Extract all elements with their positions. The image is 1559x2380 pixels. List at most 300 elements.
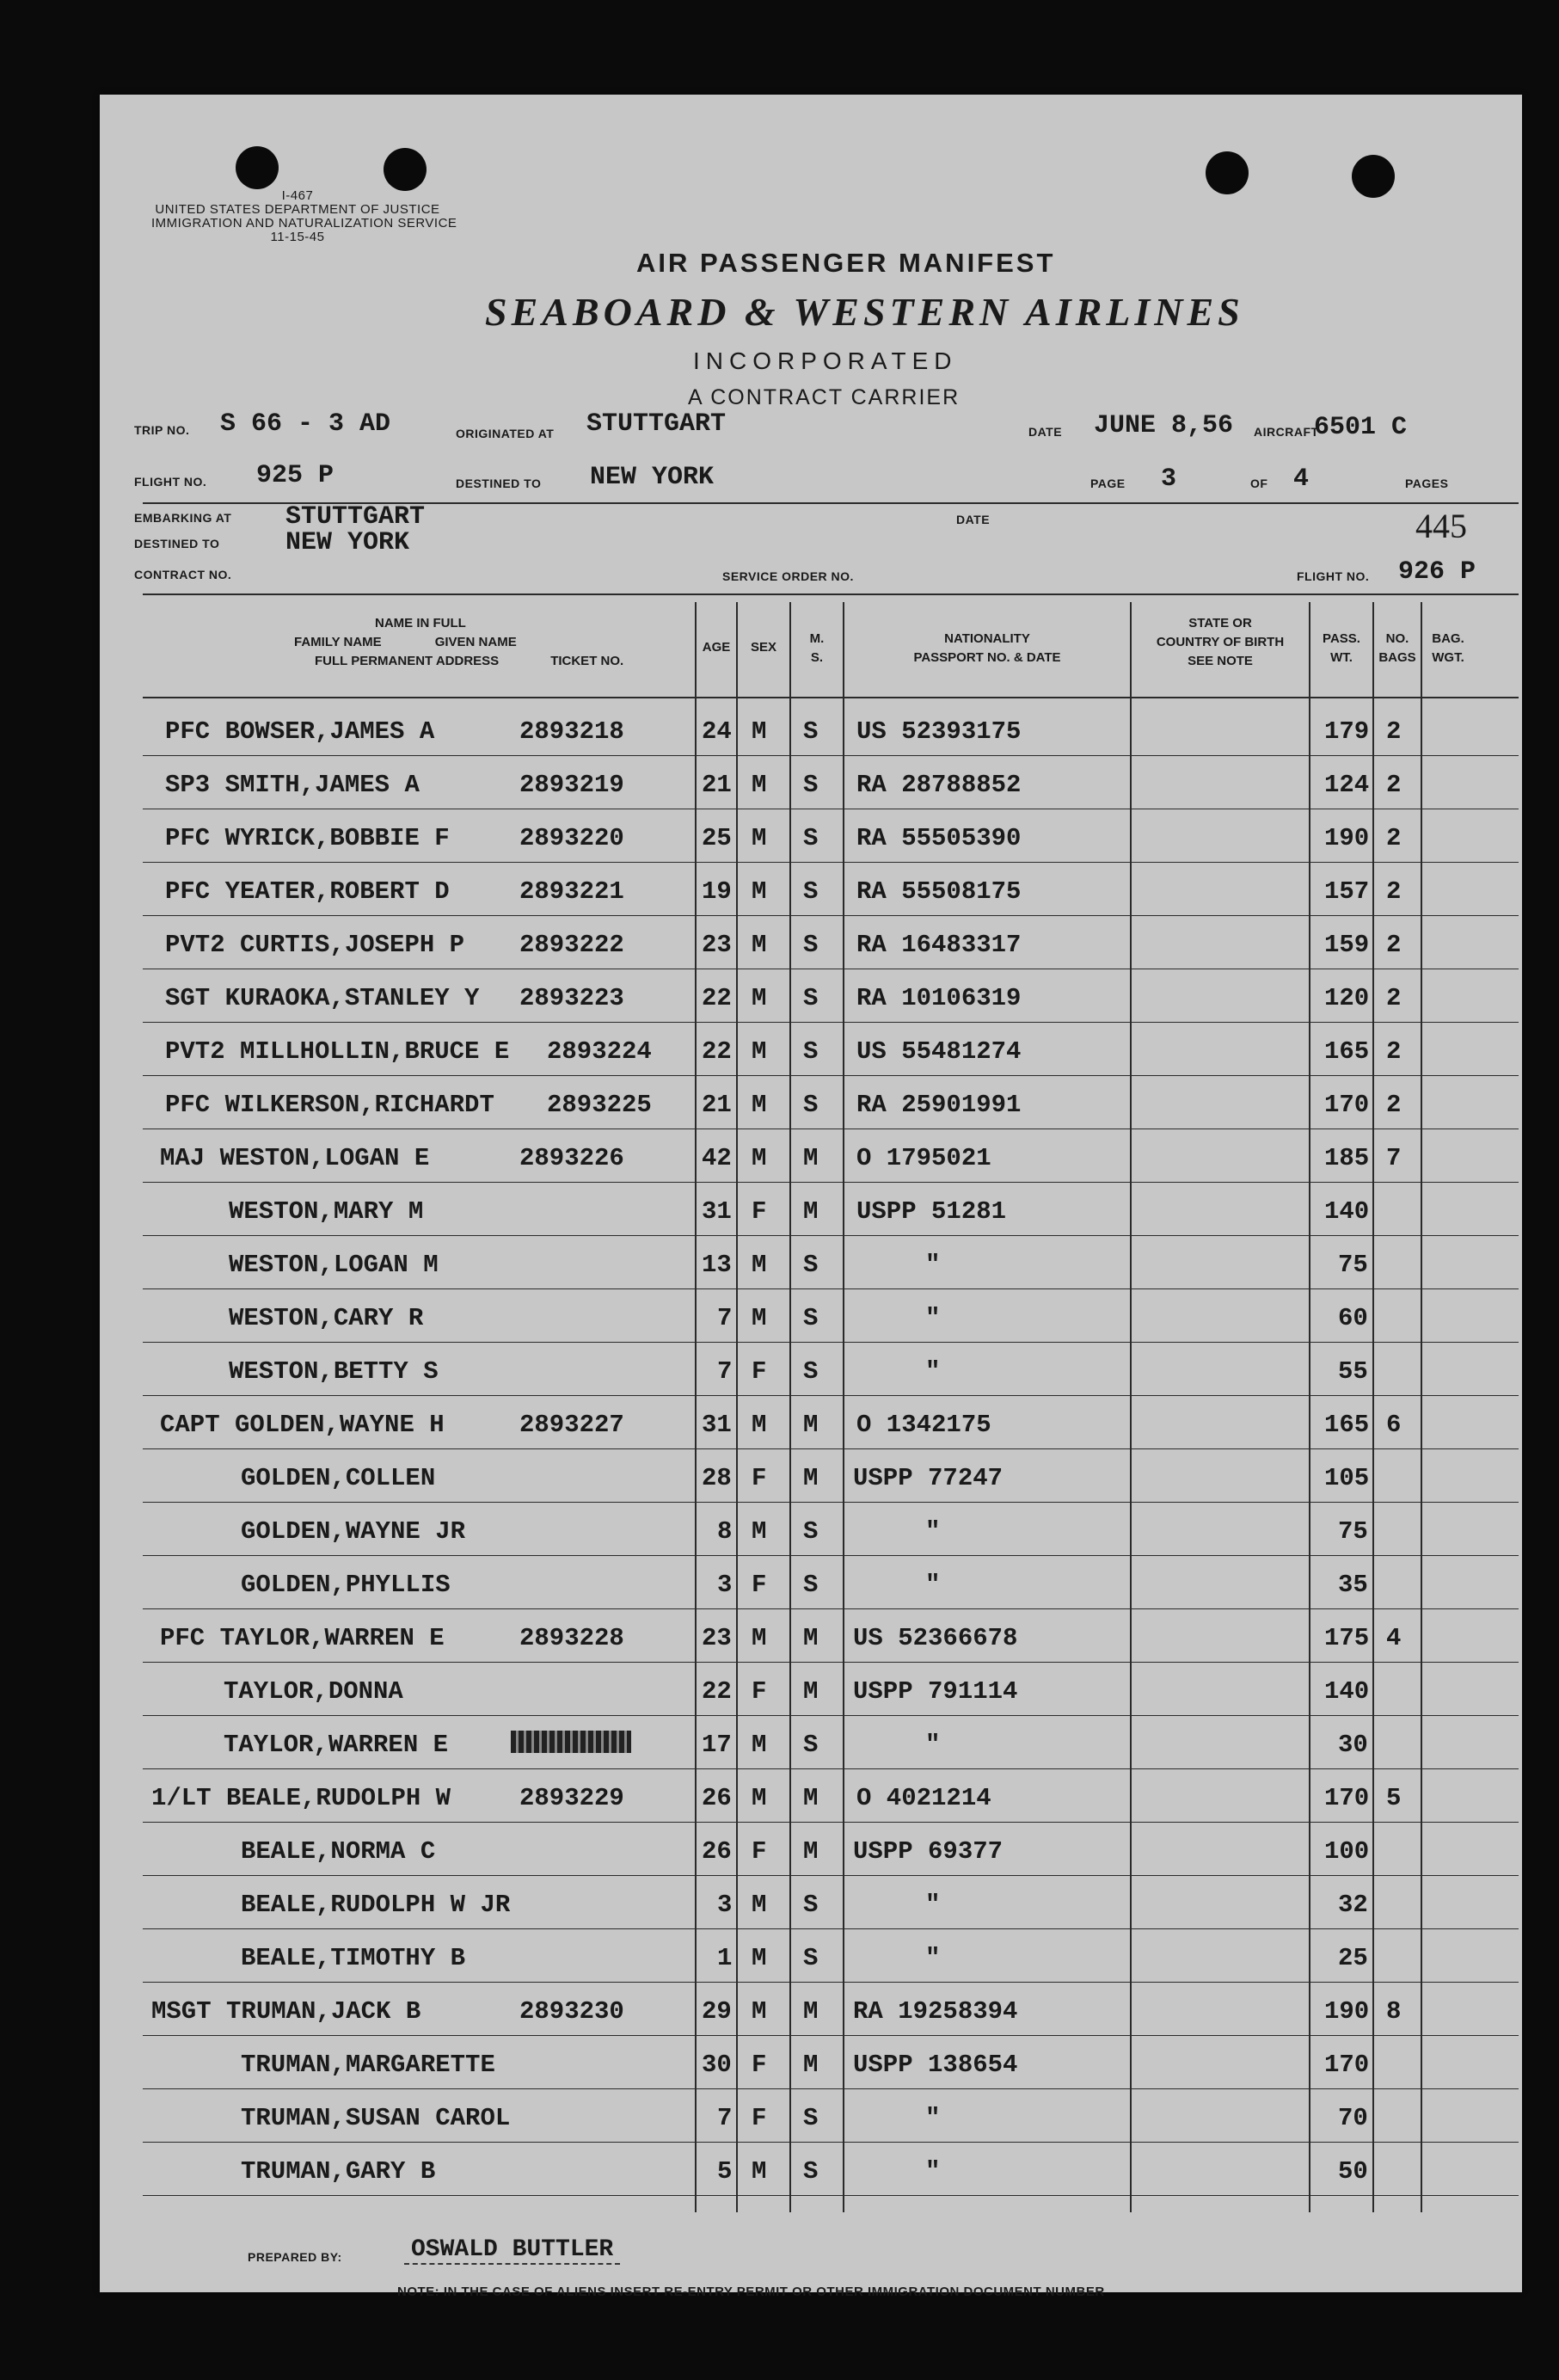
passenger-row (100, 865, 1522, 919)
weight: 32 (1338, 1891, 1368, 1919)
bags: 5 (1386, 1784, 1402, 1812)
prepared-by-label: PREPARED BY: (248, 2250, 342, 2264)
passenger-row (100, 1185, 1522, 1239)
col-header-bag-weight: BAG. WGT. (1432, 631, 1464, 665)
sex: M (752, 771, 767, 799)
row-rule (143, 1928, 1519, 1929)
marital-status: S (803, 1251, 819, 1279)
punch-hole (384, 148, 427, 191)
passenger-row (100, 1879, 1522, 1932)
passport: " (925, 1571, 941, 1599)
sex: M (752, 1517, 767, 1546)
weight: 157 (1324, 877, 1370, 906)
age: 22 (702, 1037, 732, 1066)
page-value: 3 (1161, 464, 1177, 494)
date-label: DATE (1028, 425, 1063, 439)
weight: 179 (1324, 717, 1370, 746)
marital-status: M (803, 1837, 819, 1866)
age: 26 (702, 1837, 732, 1866)
marital-status: S (803, 2104, 819, 2132)
sex: M (752, 1304, 767, 1332)
weight: 75 (1338, 1517, 1368, 1546)
sex: M (752, 1731, 767, 1759)
ticket-number: 2893219 (519, 771, 624, 799)
ticket-number: 2893229 (519, 1784, 624, 1812)
weight: 165 (1324, 1037, 1370, 1066)
sex: F (752, 1357, 767, 1386)
passport: RA 19258394 (853, 1997, 1018, 2026)
passport: " (925, 1251, 941, 1279)
row-rule (143, 1608, 1519, 1609)
marital-status: S (803, 771, 819, 799)
marital-status: S (803, 984, 819, 1012)
row-rule (143, 1555, 1519, 1556)
passport: RA 55505390 (856, 824, 1022, 852)
bags: 2 (1386, 931, 1402, 959)
age: 3 (717, 1891, 733, 1919)
form-date: 11-15-45 (270, 230, 325, 244)
weight: 170 (1324, 1784, 1370, 1812)
age: 28 (702, 1464, 732, 1492)
marital-status: M (803, 1784, 819, 1812)
row-rule (143, 1235, 1519, 1236)
weight: 120 (1324, 984, 1370, 1012)
row-rule (143, 1395, 1519, 1396)
bags: 4 (1386, 1624, 1402, 1652)
ticket-number: 2893224 (547, 1037, 652, 1066)
row-rule (143, 1768, 1519, 1769)
marital-status: S (803, 931, 819, 959)
col-header-sex: SEX (750, 640, 776, 655)
sex: F (752, 1837, 767, 1866)
passenger-row (100, 1079, 1522, 1132)
sex: M (752, 2157, 767, 2186)
row-rule (143, 915, 1519, 916)
sex: M (752, 1251, 767, 1279)
passport: USPP 77247 (853, 1464, 1004, 1492)
bags: 8 (1386, 1997, 1402, 2026)
passenger-name: GOLDEN,PHYLLIS (241, 1571, 451, 1599)
passenger-row (100, 1399, 1522, 1452)
ticket-number: 2893221 (519, 877, 624, 906)
marital-status: M (803, 1464, 819, 1492)
passenger-row (100, 705, 1522, 759)
passenger-row (100, 1452, 1522, 1505)
passport: USPP 69377 (853, 1837, 1004, 1866)
marital-status: S (803, 1944, 819, 1972)
marital-status: M (803, 1997, 819, 2026)
bags: 2 (1386, 984, 1402, 1012)
sex: F (752, 1464, 767, 1492)
row-rule (143, 1662, 1519, 1663)
punch-hole (1206, 151, 1249, 194)
passenger-name: TRUMAN,SUSAN CAROL (241, 2104, 511, 2132)
punch-hole (1352, 155, 1395, 198)
flight2-label: FLIGHT NO. (1297, 569, 1370, 583)
sex: M (752, 1944, 767, 1972)
marital-status: S (803, 1357, 819, 1386)
weight: 50 (1338, 2157, 1368, 2186)
marital-status: M (803, 2051, 819, 2079)
passenger-name: GOLDEN,COLLEN (241, 1464, 436, 1492)
passenger-row (100, 1292, 1522, 1345)
age: 5 (717, 2157, 733, 2186)
sex: M (752, 824, 767, 852)
department-name: UNITED STATES DEPARTMENT OF JUSTICE (155, 202, 440, 217)
marital-status: S (803, 1731, 819, 1759)
sex: M (752, 1997, 767, 2026)
marital-status: S (803, 824, 819, 852)
passport: O 1342175 (856, 1411, 991, 1439)
passenger-name: PVT2 MILLHOLLIN,BRUCE E (165, 1037, 510, 1066)
row-rule (143, 1502, 1519, 1503)
sex: F (752, 2104, 767, 2132)
passenger-row (100, 919, 1522, 972)
embarking-value: STUTTGART (285, 502, 426, 532)
row-rule (143, 1448, 1519, 1449)
ticket-number: 2893225 (547, 1091, 652, 1119)
passport: " (925, 2157, 941, 2186)
trip-no: S 66 - 3 AD (220, 409, 391, 439)
bags: 6 (1386, 1411, 1402, 1439)
marital-status: M (803, 1677, 819, 1706)
of-value: 4 (1293, 464, 1310, 494)
age: 24 (702, 717, 732, 746)
age: 30 (702, 2051, 732, 2079)
passport: RA 10106319 (856, 984, 1022, 1012)
weight: 35 (1338, 1571, 1368, 1599)
age: 8 (717, 1517, 733, 1546)
passenger-row (100, 1132, 1522, 1185)
passenger-row (100, 1612, 1522, 1665)
passenger-name: 1/LT BEALE,RUDOLPH W (151, 1784, 451, 1812)
marital-status: M (803, 1624, 819, 1652)
col-header-birth: STATE OR COUNTRY OF BIRTH SEE NOTE (1156, 616, 1285, 668)
bags: 7 (1386, 1144, 1402, 1172)
ticket-number: 2893226 (519, 1144, 624, 1172)
pages-label: PAGES (1405, 477, 1449, 490)
weight: 100 (1324, 1837, 1370, 1866)
passenger-name: PFC WYRICK,BOBBIE F (165, 824, 450, 852)
passport: US 55481274 (856, 1037, 1022, 1066)
weight: 170 (1324, 1091, 1370, 1119)
ticket-number: 2893222 (519, 931, 624, 959)
manifest-sheet (100, 95, 1522, 2299)
passenger-row (100, 972, 1522, 1025)
age: 42 (702, 1144, 732, 1172)
passenger-name: PFC WILKERSON,RICHARDT (165, 1091, 494, 1119)
passport: " (925, 1944, 941, 1972)
age: 31 (702, 1411, 732, 1439)
manifest-title: AIR PASSENGER MANIFEST (636, 248, 1056, 278)
struck-out-ticket (511, 1731, 631, 1753)
marital-status: S (803, 1091, 819, 1119)
col-header-bags: NO. BAGS (1378, 631, 1416, 665)
marital-status: M (803, 1144, 819, 1172)
col-header-age: AGE (702, 640, 731, 655)
passport: " (925, 1891, 941, 1919)
sex: M (752, 1037, 767, 1066)
agency-block (151, 188, 457, 244)
passenger-row (100, 1932, 1522, 1985)
footer-note: NOTE: IN THE CASE OF ALIENS INSERT RE-ENTRY PERMIT OR OTHER IMMIGRATION DOCUMENT NUMBER (397, 2285, 1105, 2299)
weight: 75 (1338, 1251, 1368, 1279)
age: 7 (717, 1357, 733, 1386)
sex: F (752, 2051, 767, 2079)
passport: " (925, 1731, 941, 1759)
passenger-row (100, 1985, 1522, 2039)
sex: M (752, 931, 767, 959)
age: 21 (702, 771, 732, 799)
age: 29 (702, 1997, 732, 2026)
weight: 60 (1338, 1304, 1368, 1332)
passenger-row (100, 2039, 1522, 2092)
passenger-row (100, 1719, 1522, 1772)
ticket-number: 2893227 (519, 1411, 624, 1439)
age: 3 (717, 1571, 733, 1599)
ticket-number: 2893230 (519, 1997, 624, 2026)
passport: " (925, 1517, 941, 1546)
passport: USPP 138654 (853, 2051, 1018, 2079)
passenger-name: TAYLOR,WARREN E (224, 1731, 449, 1759)
contract-label: CONTRACT NO. (134, 568, 232, 581)
weight: 175 (1324, 1624, 1370, 1652)
marital-status: M (803, 1197, 819, 1226)
age: 31 (702, 1197, 732, 1226)
age: 23 (702, 1624, 732, 1652)
passport: " (925, 1304, 941, 1332)
table-top-rule (143, 593, 1519, 595)
passenger-row (100, 1239, 1522, 1292)
passenger-row (100, 1559, 1522, 1612)
weight: 159 (1324, 931, 1370, 959)
passport: US 52366678 (853, 1624, 1018, 1652)
passenger-name: TRUMAN,MARGARETTE (241, 2051, 495, 2079)
passport: " (925, 2104, 941, 2132)
age: 22 (702, 1677, 732, 1706)
weight: 190 (1324, 1997, 1370, 2026)
sex: M (752, 1784, 767, 1812)
passenger-name: BEALE,RUDOLPH W JR (241, 1891, 511, 1919)
sex: M (752, 877, 767, 906)
ticket-number: 2893218 (519, 717, 624, 746)
row-rule (143, 1822, 1519, 1823)
sex: M (752, 1411, 767, 1439)
age: 7 (717, 2104, 733, 2132)
flight-no-label: FLIGHT NO. (134, 475, 207, 489)
passenger-name: MSGT TRUMAN,JACK B (151, 1997, 421, 2026)
age: 23 (702, 931, 732, 959)
passport: O 1795021 (856, 1144, 991, 1172)
embarking-label: EMBARKING AT (134, 511, 232, 525)
passenger-name: PFC TAYLOR,WARREN E (160, 1624, 445, 1652)
row-rule (143, 1182, 1519, 1183)
passenger-name: WESTON,MARY M (229, 1197, 424, 1226)
marital-status: S (803, 2157, 819, 2186)
bags: 2 (1386, 877, 1402, 906)
weight: 105 (1324, 1464, 1370, 1492)
ticket-number: 2893223 (519, 984, 624, 1012)
weight: 25 (1338, 1944, 1368, 1972)
bags: 2 (1386, 771, 1402, 799)
marital-status: S (803, 1891, 819, 1919)
age: 13 (702, 1251, 732, 1279)
age: 25 (702, 824, 732, 852)
marital-status: S (803, 1517, 819, 1546)
weight: 140 (1324, 1677, 1370, 1706)
aircraft-value: 6501 C (1314, 413, 1408, 442)
bags: 2 (1386, 717, 1402, 746)
passenger-row (100, 2145, 1522, 2199)
ticket-number: 2893228 (519, 1624, 624, 1652)
age: 26 (702, 1784, 732, 1812)
marital-status: S (803, 1304, 819, 1332)
sex: F (752, 1197, 767, 1226)
row-rule (143, 2088, 1519, 2089)
sex: M (752, 1891, 767, 1919)
passenger-name: WESTON,BETTY S (229, 1357, 439, 1386)
passenger-name: TAYLOR,DONNA (224, 1677, 403, 1706)
passenger-row (100, 1772, 1522, 1825)
passenger-name: WESTON,LOGAN M (229, 1251, 439, 1279)
passport: RA 16483317 (856, 931, 1022, 959)
passenger-name: BEALE,NORMA C (241, 1837, 436, 1866)
passenger-name: SP3 SMITH,JAMES A (165, 771, 420, 799)
age: 17 (702, 1731, 732, 1759)
prepared-by-value: OSWALD BUTTLER (404, 2236, 620, 2265)
passenger-row (100, 759, 1522, 812)
marital-status: S (803, 1571, 819, 1599)
carrier-line: A CONTRACT CARRIER (688, 385, 961, 409)
row-rule (143, 1075, 1519, 1076)
passport: RA 25901991 (856, 1091, 1022, 1119)
passenger-row (100, 2092, 1522, 2145)
handwritten-number: 445 (1415, 507, 1467, 545)
bags: 2 (1386, 1091, 1402, 1119)
row-rule (143, 862, 1519, 863)
age: 19 (702, 877, 732, 906)
marital-status: S (803, 1037, 819, 1066)
weight: 70 (1338, 2104, 1368, 2132)
date2-label: DATE (956, 513, 991, 526)
bags: 2 (1386, 1037, 1402, 1066)
passport: O 4021214 (856, 1784, 991, 1812)
header-bottom-rule (143, 697, 1519, 698)
airline-name: SEABOARD & WESTERN AIRLINES (485, 290, 1244, 334)
passport: USPP 791114 (853, 1677, 1018, 1706)
service-order-label: SERVICE ORDER NO. (722, 569, 854, 583)
destined-label: DESTINED TO (456, 477, 542, 490)
passport: " (925, 1357, 941, 1386)
originated-value: STUTTGART (586, 409, 727, 439)
passenger-name: BEALE,TIMOTHY B (241, 1944, 466, 1972)
col-header-name: NAME IN FULL FAMILY NAME GIVEN NAME FULL PERMANENT ADDRESS TICKET NO. (294, 616, 624, 668)
destined-value: NEW YORK (590, 463, 715, 492)
aircraft-label: AIRCRAFT (1254, 425, 1319, 439)
weight: 55 (1338, 1357, 1368, 1386)
row-rule (143, 1715, 1519, 1716)
passport: US 52393175 (856, 717, 1022, 746)
date-value: JUNE 8,56 (1094, 411, 1234, 440)
weight: 190 (1324, 824, 1370, 852)
passport: RA 28788852 (856, 771, 1022, 799)
passenger-name: MAJ WESTON,LOGAN E (160, 1144, 430, 1172)
weight: 170 (1324, 2051, 1370, 2079)
passenger-row (100, 1505, 1522, 1559)
sex: F (752, 1571, 767, 1599)
passenger-row (100, 812, 1522, 865)
flight2-value: 926 P (1398, 557, 1476, 587)
of-label: OF (1250, 477, 1268, 490)
passenger-name: WESTON,CARY R (229, 1304, 424, 1332)
row-rule (143, 1982, 1519, 1983)
row-rule (143, 2142, 1519, 2143)
passport: RA 55508175 (856, 877, 1022, 906)
passenger-row (100, 1825, 1522, 1879)
sex: M (752, 984, 767, 1012)
age: 21 (702, 1091, 732, 1119)
row-rule (143, 2195, 1519, 2196)
age: 22 (702, 984, 732, 1012)
marital-status: S (803, 717, 819, 746)
passenger-row (100, 1665, 1522, 1719)
col-header-nationality: NATIONALITY PASSPORT NO. & DATE (913, 631, 1061, 665)
passenger-row (100, 1345, 1522, 1399)
row-rule (143, 2035, 1519, 2036)
service-name: IMMIGRATION AND NATURALIZATION SERVICE (151, 216, 457, 231)
weight: 124 (1324, 771, 1370, 799)
passenger-name: CAPT GOLDEN,WAYNE H (160, 1411, 445, 1439)
punch-hole (236, 146, 279, 189)
passenger-name: GOLDEN,WAYNE JR (241, 1517, 466, 1546)
col-header-ms: M. S. (809, 631, 825, 665)
passenger-row (100, 1025, 1522, 1079)
flight-no: 925 P (256, 461, 335, 490)
sex: M (752, 1091, 767, 1119)
passenger-name: PVT2 CURTIS,JOSEPH P (165, 931, 465, 959)
sex: M (752, 717, 767, 746)
weight: 140 (1324, 1197, 1370, 1226)
weight: 30 (1338, 1731, 1368, 1759)
page-label: PAGE (1090, 477, 1126, 490)
destined2-value: NEW YORK (285, 528, 410, 557)
row-rule (143, 1288, 1519, 1289)
row-rule (143, 1022, 1519, 1023)
destined2-label: DESTINED TO (134, 537, 220, 550)
sex: F (752, 1677, 767, 1706)
incorporated-line: INCORPORATED (693, 347, 958, 374)
age: 1 (717, 1944, 733, 1972)
row-rule (143, 755, 1519, 756)
trip-no-label: TRIP NO. (134, 423, 190, 437)
weight: 185 (1324, 1144, 1370, 1172)
passenger-name: PFC YEATER,ROBERT D (165, 877, 450, 906)
age: 7 (717, 1304, 733, 1332)
sex: M (752, 1624, 767, 1652)
ticket-number: 2893220 (519, 824, 624, 852)
marital-status: M (803, 1411, 819, 1439)
passport: USPP 51281 (856, 1197, 1007, 1226)
row-rule (143, 1342, 1519, 1343)
passenger-name: SGT KURAOKA,STANLEY Y (165, 984, 480, 1012)
marital-status: S (803, 877, 819, 906)
col-header-weight: PASS. WT. (1323, 631, 1360, 665)
passenger-name: PFC BOWSER,JAMES A (165, 717, 435, 746)
row-rule (143, 1875, 1519, 1876)
weight: 165 (1324, 1411, 1370, 1439)
form-number: I-467 (281, 188, 314, 203)
sex: M (752, 1144, 767, 1172)
